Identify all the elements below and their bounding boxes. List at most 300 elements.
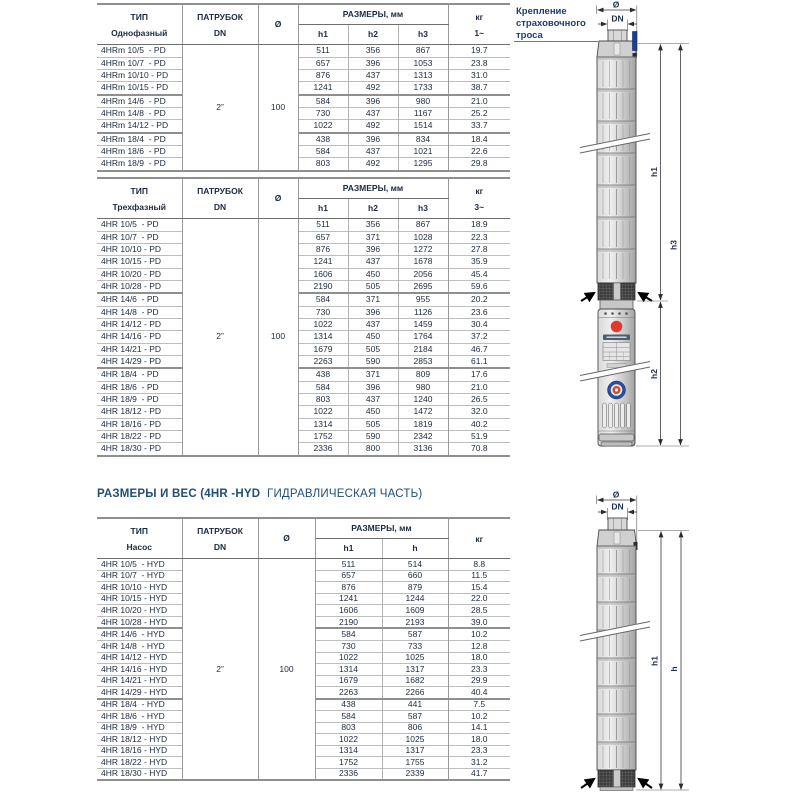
weight-value: 40.2: [448, 418, 510, 430]
pump-type: 4HR 14/21 - HYD: [97, 675, 182, 687]
height-dimensions: [636, 531, 689, 791]
dimension-value: 867: [398, 219, 448, 231]
pump-type: 4HR 14/29 - PD: [97, 356, 182, 369]
table-row: [97, 231, 510, 243]
pump-type: 4HRm 10/10 - PD: [97, 69, 182, 81]
weight-value: 21.0: [448, 95, 510, 108]
dimension-value: 492: [348, 82, 398, 95]
dimension-value: 584: [298, 293, 348, 306]
dn-value: 2”: [182, 219, 258, 456]
weight-value: 51.9: [448, 431, 510, 443]
weight-value: 18.0: [448, 652, 510, 664]
dimension-value: 1241: [298, 256, 348, 268]
dimension-value: 2339: [382, 768, 448, 780]
flow-arrow-left: [581, 779, 594, 788]
table-row: [97, 394, 510, 406]
dimension-value: 955: [398, 293, 448, 306]
dimension-value: 437: [348, 394, 398, 406]
weight-value: 31.2: [448, 757, 510, 769]
dimension-value: 1314: [315, 745, 382, 757]
pump-type: 4HR 18/30 - PD: [97, 443, 182, 456]
dimension-value: 511: [298, 45, 348, 57]
pump-type: 4HR 14/8 - PD: [97, 306, 182, 318]
dimension-value: 730: [315, 641, 382, 653]
dimension-value: 1752: [315, 757, 382, 769]
dimension-value: 809: [398, 368, 448, 381]
section-heading: [97, 488, 422, 500]
pump-type: 4HRm 18/9 - PD: [97, 158, 182, 171]
dimension-value: 803: [298, 394, 348, 406]
weight-value: 22.6: [448, 146, 510, 158]
weight-value: 37.2: [448, 331, 510, 343]
table-row: [97, 418, 510, 430]
dn-value: 2”: [182, 45, 258, 171]
pump-type: 4HR 18/6 - HYD: [97, 711, 182, 723]
discharge-port: [608, 518, 627, 530]
pump-type: 4HR 18/6 - PD: [97, 381, 182, 393]
dimension-value: 876: [298, 69, 348, 81]
dimension-value: 2190: [298, 281, 348, 294]
dimension-value: 657: [298, 231, 348, 243]
diameter-value: 100: [258, 559, 315, 781]
dimension-value: 396: [348, 95, 398, 108]
dimension-value: 1240: [398, 394, 448, 406]
dimension-value: 1022: [315, 734, 382, 746]
weight-value: 32.0: [448, 406, 510, 418]
diameter-value: 100: [258, 45, 298, 171]
dimension-value: 511: [315, 559, 382, 571]
dimension-value: 1272: [398, 243, 448, 255]
table-row: [97, 443, 510, 456]
dimension-value: 437: [348, 69, 398, 81]
table-row: [97, 406, 510, 418]
table-row: [97, 57, 510, 69]
dimension-value: 2336: [298, 443, 348, 456]
dimension-value: 1755: [382, 757, 448, 769]
table-row: [97, 95, 510, 108]
dn-dimension: [598, 14, 637, 32]
pump-type: 4HR 10/7 - HYD: [97, 570, 182, 582]
dimension-value: 371: [348, 293, 398, 306]
dimension-value: 587: [382, 711, 448, 723]
h2-column-header: h2: [348, 199, 398, 219]
rope-attachment-label: [514, 6, 598, 42]
dimension-value: 1126: [398, 306, 448, 318]
dimension-value: 733: [382, 641, 448, 653]
dn-value: 2”: [182, 559, 258, 781]
dimension-value: 514: [382, 559, 448, 571]
dimension-value: 396: [348, 243, 398, 255]
weight-value: 11.5: [448, 570, 510, 582]
dimension-value: 396: [348, 306, 398, 318]
dimension-value: 396: [348, 133, 398, 146]
dimension-value: 371: [348, 368, 398, 381]
h3-column-header: h3: [398, 25, 448, 45]
pump-type: 4HR 14/16 - HYD: [97, 664, 182, 676]
table-row: [97, 331, 510, 343]
table-row: [97, 381, 510, 393]
dimension-value: 876: [315, 582, 382, 594]
dimension-value: 980: [398, 381, 448, 393]
dimension-value: 505: [348, 418, 398, 430]
weight-value: 10.2: [448, 628, 510, 640]
dimension-value: 730: [298, 108, 348, 120]
dimension-value: 371: [348, 231, 398, 243]
pump-type: 4HR 14/12 - PD: [97, 319, 182, 331]
h-column-header: h: [382, 539, 448, 559]
weight-value: 46.7: [448, 343, 510, 355]
pump-type: 4HRm 14/8 - PD: [97, 108, 182, 120]
table-header: [97, 518, 510, 559]
dimension-value: 1459: [398, 319, 448, 331]
pump-type: 4HR 14/6 - HYD: [97, 628, 182, 640]
dimension-value: 437: [348, 146, 398, 158]
pump-body: [580, 30, 652, 309]
pump-type: 4HR 18/22 - HYD: [97, 757, 182, 769]
pump-type: 4HR 10/15 - PD: [97, 256, 182, 268]
dimension-value: 1606: [315, 605, 382, 617]
pump-type: 4HR 18/16 - HYD: [97, 745, 182, 757]
dimension-value: 1025: [382, 652, 448, 664]
pump-body: [580, 518, 652, 791]
pump-type: 4HR 18/9 - HYD: [97, 722, 182, 734]
dimension-value: 2263: [315, 687, 382, 699]
dimension-value: 2056: [398, 268, 448, 280]
weight-value: 39.0: [448, 616, 510, 628]
pump-type: 4HR 14/29 - HYD: [97, 687, 182, 699]
dimension-value: 438: [315, 699, 382, 711]
table-row: [97, 146, 510, 158]
discharge-port: [608, 30, 627, 41]
table-row: [97, 268, 510, 280]
dimension-value: 450: [348, 268, 398, 280]
table-row: [97, 256, 510, 268]
weight-value: 30.4: [448, 319, 510, 331]
hydraulic-part-table: [97, 517, 510, 781]
h3-dim-label: h3: [668, 240, 679, 250]
table-row: [97, 559, 510, 571]
h2-column-header: h2: [348, 25, 398, 45]
coupling: [600, 300, 633, 309]
weight-value: 17.6: [448, 368, 510, 381]
h2-dim-label: h2: [649, 369, 659, 379]
dn-dimension: [598, 502, 637, 521]
dimension-value: 1022: [298, 120, 348, 133]
dimension-value: 2190: [315, 616, 382, 628]
dimension-value: 441: [382, 699, 448, 711]
dimension-value: 1317: [382, 745, 448, 757]
pump-type: 4HR 10/5 - PD: [97, 219, 182, 231]
dimension-value: 2342: [398, 431, 448, 443]
pump-type: 4HR 18/4 - HYD: [97, 699, 182, 711]
weight-value: 23.8: [448, 57, 510, 69]
dimension-value: 1679: [315, 675, 382, 687]
weight-column-header: кг 3~: [448, 178, 510, 219]
dimension-value: 505: [348, 281, 398, 294]
dimension-value: 1609: [382, 605, 448, 617]
table-row: [97, 293, 510, 306]
dn-label: DN: [611, 501, 624, 512]
sizes-header: РАЗМЕРЫ, мм: [298, 178, 448, 199]
type-column-header: ТИП Трехфазный: [97, 178, 182, 219]
pump-type: 4HR 18/22 - PD: [97, 431, 182, 443]
dimension-value: 1022: [298, 319, 348, 331]
weight-value: 23.6: [448, 306, 510, 318]
dimension-value: 1053: [398, 57, 448, 69]
table-row: [97, 306, 510, 318]
weight-value: 41.7: [448, 768, 510, 780]
table-header: [97, 178, 510, 219]
pump-type: 4HR 10/7 - PD: [97, 231, 182, 243]
weight-value: 12.8: [448, 641, 510, 653]
dimension-value: 803: [315, 722, 382, 734]
weight-value: 18.9: [471, 219, 488, 230]
dimension-value: 1606: [298, 268, 348, 280]
pump-type: 4HR 10/15 - HYD: [97, 593, 182, 605]
dimension-value: 511: [298, 219, 348, 231]
weight-value: 23.3: [448, 745, 510, 757]
weight-value: 26.5: [448, 394, 510, 406]
pump-drawing-complete: [510, 0, 740, 465]
section-heading-light: ГИДРАВЛИЧЕСКАЯ ЧАСТЬ): [260, 488, 423, 500]
pump-type: 4HR 10/5 - HYD: [97, 559, 182, 571]
weight-value: 23.3: [448, 664, 510, 676]
table-row: [97, 108, 510, 120]
svg-text:страховочного: страховочного: [516, 18, 586, 29]
weight-value: 45.4: [448, 268, 510, 280]
weight-value: 21.0: [448, 381, 510, 393]
flow-arrow-right: [639, 779, 652, 788]
dimension-value: 1819: [398, 418, 448, 430]
weight-value: 38.7: [448, 82, 510, 95]
pump-type: 4HRm 14/12 - PD: [97, 120, 182, 133]
dimension-value: 730: [298, 306, 348, 318]
weight-value: 61.1: [448, 356, 510, 369]
h-dim-label: h: [669, 666, 679, 672]
dimension-value: 356: [348, 219, 398, 231]
dimension-value: 437: [348, 108, 398, 120]
table-row: [97, 356, 510, 369]
dimension-value: 2695: [398, 281, 448, 294]
port-column-header: ПАТРУБОК DN: [182, 518, 258, 559]
weight-value: 31.0: [448, 69, 510, 81]
dimension-value: 584: [298, 146, 348, 158]
dimension-value: 590: [348, 356, 398, 369]
pump-type: 4HR 14/8 - HYD: [97, 641, 182, 653]
dimension-value: 879: [382, 582, 448, 594]
table-row: [97, 319, 510, 331]
pump-type: 4HR 18/4 - PD: [97, 368, 182, 381]
dimension-value: 1317: [382, 664, 448, 676]
dimension-value: 1733: [398, 82, 448, 95]
dimension-value: 396: [348, 381, 398, 393]
flow-arrow-left: [581, 293, 594, 301]
diameter-column-header: Ø: [258, 4, 298, 45]
pump-type: 4HR 10/10 - HYD: [97, 582, 182, 594]
pump-drawing-hydraulic: [510, 478, 740, 800]
port-column-header: ПАТРУБОК DN: [182, 178, 258, 219]
table-row: [97, 82, 510, 95]
table-row: [97, 431, 510, 443]
weight-value: 40.4: [448, 687, 510, 699]
dimension-value: 450: [348, 331, 398, 343]
dimension-value: 450: [348, 406, 398, 418]
dimension-value: 867: [398, 45, 448, 57]
dimension-value: 1678: [398, 256, 448, 268]
table-row: [97, 69, 510, 81]
dimension-value: 876: [298, 243, 348, 255]
dimension-value: 396: [348, 57, 398, 69]
weight-column-header: кг 1~: [448, 4, 510, 45]
h1-column-header: h1: [298, 199, 348, 219]
rope-bracket: [633, 32, 638, 51]
weight-value: 20.2: [448, 293, 510, 306]
weight-value: 8.8: [473, 558, 486, 569]
dimension-value: 438: [298, 133, 348, 146]
pump-type: 4HRm 18/6 - PD: [97, 146, 182, 158]
table-row: [97, 120, 510, 133]
table-row: [97, 368, 510, 381]
diameter-label: Ø: [612, 0, 620, 10]
dimension-value: 2193: [382, 616, 448, 628]
diameter-column-header: Ø: [258, 518, 315, 559]
weight-value: 27.8: [448, 243, 510, 255]
motor-logo-round: [608, 381, 626, 399]
dimension-value: 803: [298, 158, 348, 171]
height-dimensions: [636, 44, 689, 447]
pump-type: 4HRm 14/6 - PD: [97, 95, 182, 108]
dimension-value: 590: [348, 431, 398, 443]
svg-text:троса: троса: [516, 30, 543, 41]
pump-type: 4HR 10/20 - PD: [97, 268, 182, 280]
section-heading-strong: РАЗМЕРЫ И ВЕС (4HR -HYD: [97, 488, 261, 500]
type-column-header: ТИП Насос: [97, 518, 182, 559]
dimension-value: 584: [298, 381, 348, 393]
dn-label: DN: [611, 13, 624, 24]
dimension-value: 584: [298, 95, 348, 108]
weight-value: 18.4: [448, 133, 510, 146]
table-row: [97, 45, 510, 57]
pump-type: 4HR 18/16 - PD: [97, 418, 182, 430]
dimension-value: 356: [348, 45, 398, 57]
dimension-value: 584: [315, 628, 382, 640]
h1-dim-label: h1: [649, 167, 659, 177]
pump-type: 4HR 10/28 - PD: [97, 281, 182, 294]
pump-type: 4HR 18/30 - HYD: [97, 768, 182, 780]
table-row: [97, 343, 510, 355]
dimension-value: 1764: [398, 331, 448, 343]
dimension-value: 2266: [382, 687, 448, 699]
weight-value: 22.3: [448, 231, 510, 243]
dimension-value: 834: [398, 133, 448, 146]
port-column-header: ПАТРУБОК DN: [182, 4, 258, 45]
diameter-label: Ø: [612, 489, 620, 500]
diameter-column-header: Ø: [258, 178, 298, 219]
weight-value: 19.7: [471, 45, 488, 56]
brand-logo-red: [611, 321, 623, 333]
dimension-value: 2853: [398, 356, 448, 369]
dimension-value: 1314: [298, 331, 348, 343]
weight-value: 28.5: [448, 605, 510, 617]
weight-value: 25.2: [448, 108, 510, 120]
dimension-value: 1022: [298, 406, 348, 418]
weight-value: 18.0: [448, 734, 510, 746]
dimension-value: 587: [382, 628, 448, 640]
pump-type: 4HR 14/12 - HYD: [97, 652, 182, 664]
pump-type: 4HR 18/12 - HYD: [97, 734, 182, 746]
dimension-value: 584: [315, 711, 382, 723]
dimension-value: 2336: [315, 768, 382, 780]
type-column-header: ТИП Однофазный: [97, 4, 182, 45]
table-row: [97, 219, 510, 231]
dimension-value: 1028: [398, 231, 448, 243]
pump-type: 4HRm 10/5 - PD: [97, 45, 182, 57]
pump-type: 4HR 10/20 - HYD: [97, 605, 182, 617]
dimension-value: 1167: [398, 108, 448, 120]
dimension-value: 806: [382, 722, 448, 734]
nameplate: [603, 343, 630, 361]
h1-column-header: h1: [298, 25, 348, 45]
table-row: [97, 281, 510, 294]
dimension-value: 1314: [315, 664, 382, 676]
three-phase-table: [97, 177, 510, 457]
weight-value: 29.9: [448, 675, 510, 687]
svg-text:Крепление: Крепление: [516, 6, 567, 17]
weight-value: 22.0: [448, 593, 510, 605]
table-row: [97, 158, 510, 171]
dimension-value: 2184: [398, 343, 448, 355]
motor-body: [580, 309, 650, 446]
pump-type: 4HR 18/9 - PD: [97, 394, 182, 406]
dimension-value: 437: [348, 256, 398, 268]
weight-value: 10.2: [448, 711, 510, 723]
dimension-value: 1679: [298, 343, 348, 355]
pump-type: 4HRm 10/15 - PD: [97, 82, 182, 95]
pump-type: 4HR 14/6 - PD: [97, 293, 182, 306]
dimension-value: 1021: [398, 146, 448, 158]
dimension-value: 800: [348, 443, 398, 456]
dimension-value: 1314: [298, 418, 348, 430]
weight-value: 14.1: [448, 722, 510, 734]
weight-value: 35.9: [448, 256, 510, 268]
dimension-value: 492: [348, 120, 398, 133]
dimension-value: 1514: [398, 120, 448, 133]
dimension-value: 660: [382, 570, 448, 582]
dimension-value: 505: [348, 343, 398, 355]
pump-type: 4HR 18/12 - PD: [97, 406, 182, 418]
weight-value: 59.6: [448, 281, 510, 294]
flow-arrow-right: [639, 293, 652, 301]
pump-type: 4HR 14/21 - PD: [97, 343, 182, 355]
dimension-value: 657: [315, 570, 382, 582]
pump-type: 4HRm 10/7 - PD: [97, 57, 182, 69]
dimension-value: 3136: [398, 443, 448, 456]
h1-dim-label: h1: [649, 656, 660, 666]
weight-value: 15.4: [448, 582, 510, 594]
pump-type: 4HR 10/28 - HYD: [97, 616, 182, 628]
table-header: [97, 4, 510, 45]
h1-column-header: h1: [315, 539, 382, 559]
table-row: [97, 133, 510, 146]
sizes-header: РАЗМЕРЫ, мм: [298, 4, 448, 25]
single-phase-table: [97, 3, 510, 172]
dimension-value: 1025: [382, 734, 448, 746]
dimension-value: 1752: [298, 431, 348, 443]
dimension-value: 1244: [382, 593, 448, 605]
pump-type: 4HR 10/10 - PD: [97, 243, 182, 255]
h3-column-header: h3: [398, 199, 448, 219]
table-row: [97, 243, 510, 255]
